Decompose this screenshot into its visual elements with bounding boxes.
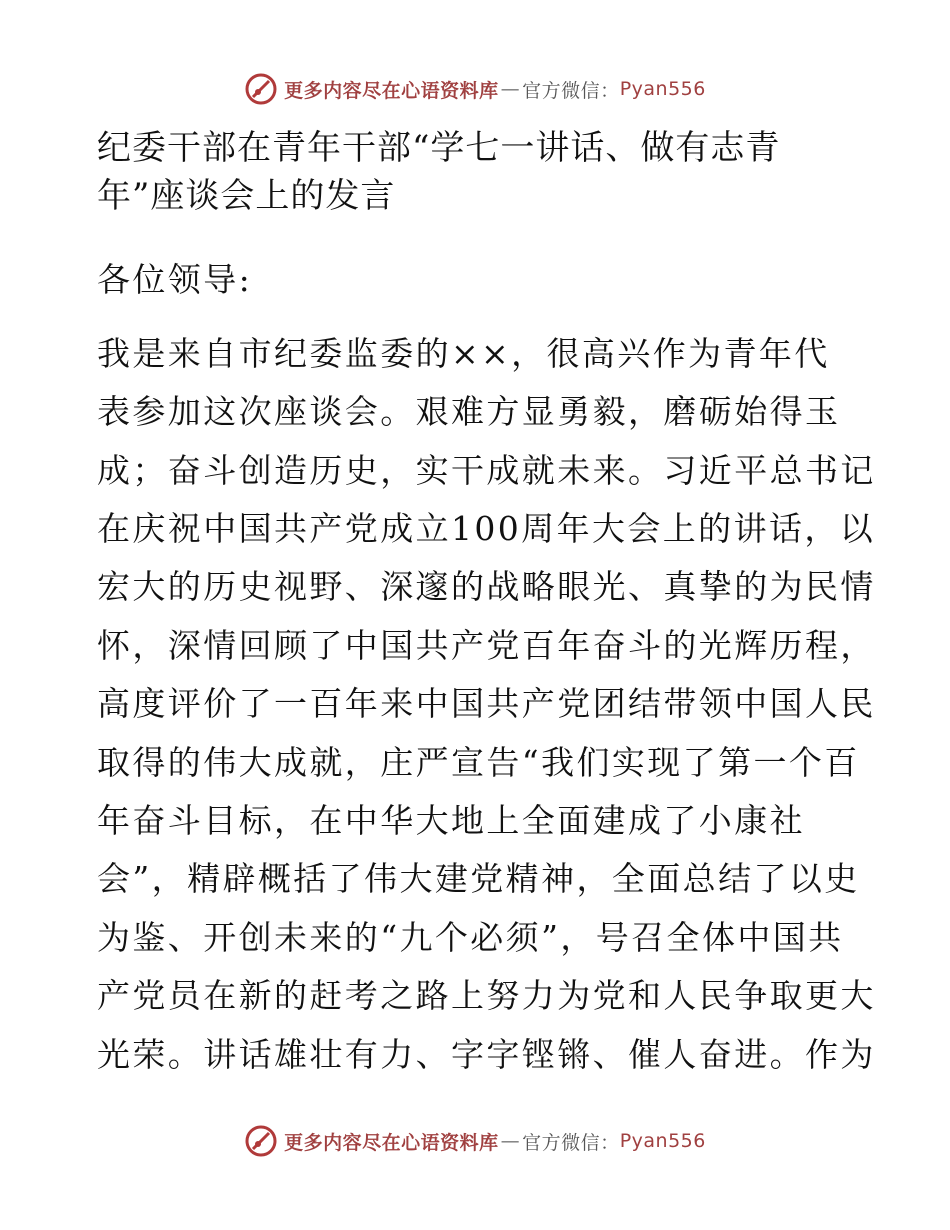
body-line: 光荣。讲话雄壮有力、字字铿锵、催人奋进。作为	[97, 1035, 876, 1074]
body-line: 成；奋斗创造历史，实干成就未来。习近平总书记	[97, 451, 876, 490]
title-line: 纪委干部在青年干部“学七一讲话、做有志青	[97, 128, 781, 168]
watermark-separator: —	[500, 78, 521, 100]
brand-logo-icon	[244, 72, 278, 106]
watermark-official-label: 官方微信：	[522, 1131, 620, 1154]
watermark-brand: 更多内容尽在心语资料库	[284, 79, 499, 102]
body-line: 宏大的历史视野、深邃的战略眼光、真挚的为民情	[97, 567, 876, 606]
brand-logo-icon	[244, 1124, 278, 1158]
body-line: 在庆祝中国共产党成立100周年大会上的讲话，以	[97, 509, 876, 548]
salutation: 各位领导:	[97, 260, 253, 299]
watermark-brand: 更多内容尽在心语资料库	[284, 1131, 499, 1154]
body-line: 取得的伟大成就，庄严宣告“我们实现了第一个百	[97, 743, 860, 782]
watermark-official-label: 官方微信：	[522, 79, 620, 102]
watermark-wechat-id: Pyan556	[619, 1130, 706, 1152]
watermark-separator: —	[500, 1130, 521, 1152]
body-line: 年奋斗目标，在中华大地上全面建成了小康社	[97, 801, 805, 840]
body-line: 为鉴、开创未来的“九个必须”，号召全体中国共	[97, 918, 844, 957]
body-line: 我是来自市纪委监委的××，很高兴作为青年代	[97, 334, 830, 373]
document-title	[97, 124, 797, 220]
body-line: 产党员在新的赶考之路上努力为党和人民争取更大	[97, 976, 876, 1015]
footer-watermark	[0, 1124, 950, 1158]
body-line: 怀，深情回顾了中国共产党百年奋斗的光辉历程，	[97, 626, 876, 665]
body-line: 会”，精辟概括了伟大建党精神，全面总结了以史	[97, 859, 860, 898]
title-line: 年”座谈会上的发言	[97, 176, 396, 216]
header-watermark	[0, 72, 950, 106]
body-line: 表参加这次座谈会。艰难方显勇毅，磨砺始得玉	[97, 392, 841, 431]
watermark-wechat-id: Pyan556	[619, 78, 706, 100]
body-line: 高度评价了一百年来中国共产党团结带领中国人民	[97, 684, 876, 723]
